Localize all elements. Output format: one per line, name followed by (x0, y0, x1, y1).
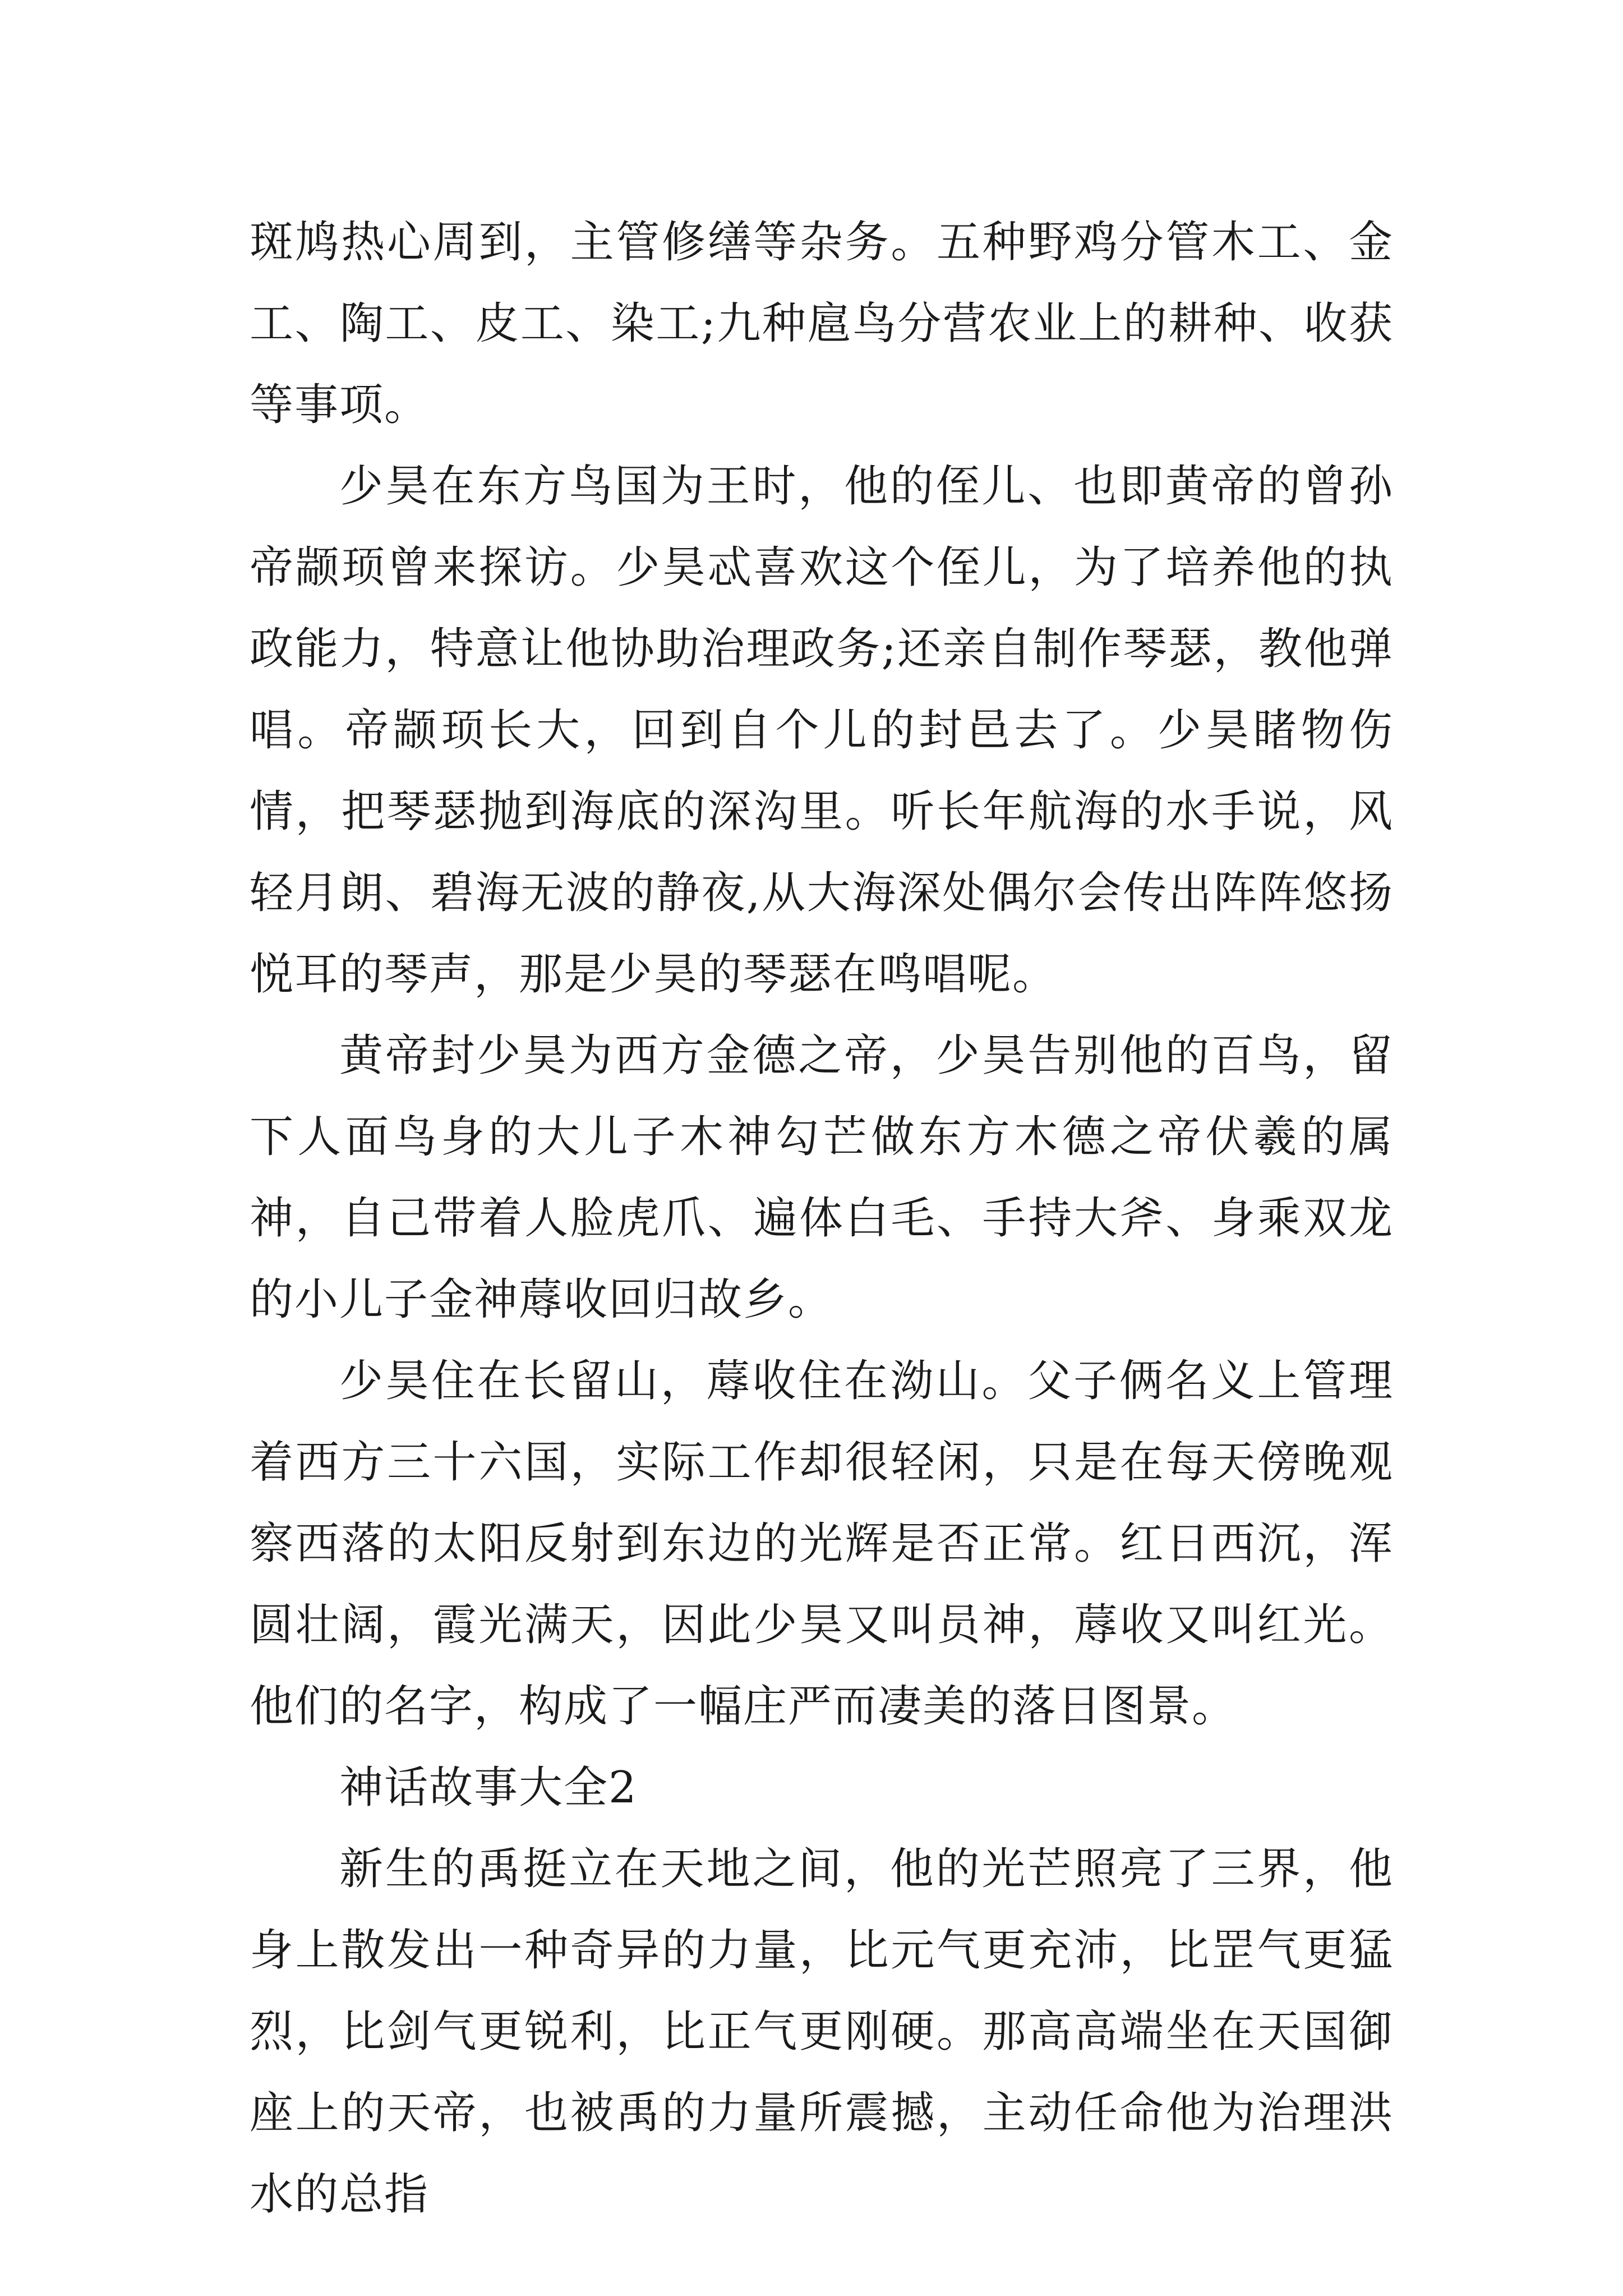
paragraph-1: 斑鸠热心周到，主管修缮等杂务。五种野鸡分管木工、金工、陶工、皮工、染工;九种扈鸟分营农业上的耕种、收获等事项。 (250, 217, 1394, 430)
paragraph-4: 少昊住在长留山，蓐收住在泑山。父子俩名义上管理着西方三十六国，实际工作却很轻闲，只是在每天傍晚观察西落的太阳反射到东边的光辉是否正常。红日西沉，浑圆壮阔，霞光满天，因此少昊又叫员神，蓐收又叫红光。他们的名字，构成了一幅庄严而凄美的落日图景。 (250, 1356, 1394, 1732)
paragraph-5: 新生的禹挺立在天地之间，他的光芒照亮了三界，他身上散发出一种奇异的力量，比元气更充沛，比罡气更猛烈，比剑气更锐利，比正气更刚硬。那高高端坐在天国御座上的天帝，也被禹的力量所震撼，主动任命他为治理洪水的总指 (250, 1844, 1394, 2220)
section-heading: 神话故事大全2 (339, 1763, 638, 1813)
paragraph-2: 少昊在东方鸟国为王时，他的侄儿、也即黄帝的曾孙帝颛顼曾来探访。少昊忒喜欢这个侄儿，为了培养他的执政能力，特意让他协助治理政务;还亲自制作琴瑟，教他弹唱。帝颛顼长大，回到自个儿的封邑去了。少昊睹物伤情，把琴瑟抛到海底的深沟里。听长年航海的水手说，风轻月朗、碧海无波的静夜,从大海深处偶尔会传出阵阵悠扬悦耳的琴声，那是少昊的琴瑟在鸣唱呢。 (250, 461, 1394, 1000)
paragraph-3: 黄帝封少昊为西方金德之帝，少昊告别他的百鸟，留下人面鸟身的大儿子木神勾芒做东方木德之帝伏羲的属神，自己带着人脸虎爪、遍体白毛、手持大斧、身乘双龙的小儿子金神蓐收回归故乡。 (250, 1030, 1394, 1325)
document-body (250, 202, 1394, 2235)
